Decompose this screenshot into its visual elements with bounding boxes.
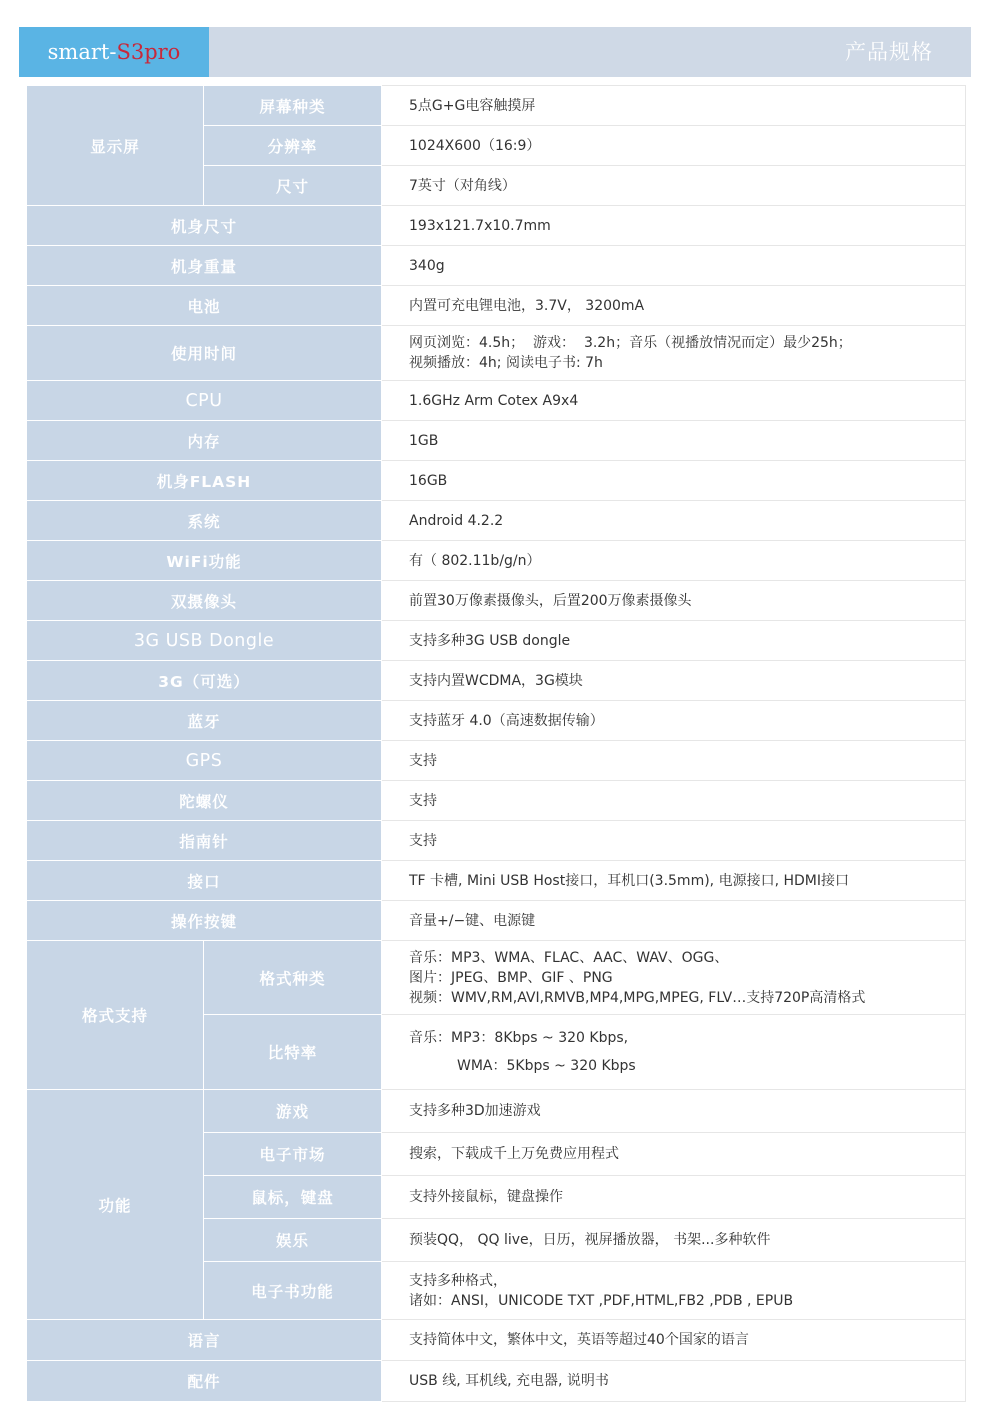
row-value: Android 4.2.2 bbox=[382, 501, 966, 541]
table-row bbox=[27, 941, 966, 1015]
table-row bbox=[27, 86, 966, 126]
table-row bbox=[27, 381, 966, 421]
row-label: 双摄像头 bbox=[27, 581, 382, 621]
group-label-format: 格式支持 bbox=[27, 941, 204, 1090]
row-label: 屏幕种类 bbox=[204, 86, 382, 126]
table-row bbox=[27, 581, 966, 621]
row-value bbox=[382, 1176, 966, 1219]
row-label: 机身FLASH bbox=[27, 461, 382, 501]
value-line: 搜索，下载成千上万免费应用程式 bbox=[409, 1146, 619, 1162]
row-label: 指南针 bbox=[27, 821, 382, 861]
row-value: 16GB bbox=[382, 461, 966, 501]
row-label: 蓝牙 bbox=[27, 701, 382, 741]
value-line: 视频：WMV,RM,AVI,RMVB,MP4,MPG,MPEG, FLV…支持720P高清格式 bbox=[409, 989, 866, 1006]
row-label: 鼠标，键盘 bbox=[204, 1176, 382, 1219]
row-label: 内存 bbox=[27, 421, 382, 461]
row-value: 支持内置WCDMA，3G模块 bbox=[382, 661, 966, 701]
group-label-function: 功能 bbox=[27, 1090, 204, 1320]
row-value: 340g bbox=[382, 246, 966, 286]
table-row bbox=[27, 621, 966, 661]
value-line: 预装QQ， QQ live，日历，视屏播放器， 书架...多种软件 bbox=[409, 1232, 771, 1248]
table-row bbox=[27, 286, 966, 326]
row-label: 陀螺仪 bbox=[27, 781, 382, 821]
model-prefix: smart- bbox=[47, 40, 117, 64]
row-value bbox=[382, 1133, 966, 1176]
row-value: 1.6GHz Arm Cotex A9x4 bbox=[382, 381, 966, 421]
format-types-value bbox=[382, 941, 966, 1015]
row-label: 电池 bbox=[27, 286, 382, 326]
row-label: 系统 bbox=[27, 501, 382, 541]
value-line: 音乐：MP3、WMA、FLAC、AAC、WAV、OGG、 bbox=[409, 949, 729, 966]
model-tab bbox=[19, 27, 209, 77]
row-value: 7英寸（对角线） bbox=[382, 166, 966, 206]
table-row bbox=[27, 701, 966, 741]
row-value: 内置可充电锂电池，3.7V， 3200mA bbox=[382, 286, 966, 326]
table-row bbox=[27, 821, 966, 861]
row-label: 3G（可选） bbox=[27, 661, 382, 701]
table-row bbox=[27, 741, 966, 781]
row-value: 193x121.7x10.7mm bbox=[382, 206, 966, 246]
table-row bbox=[27, 326, 966, 381]
spec-table-body bbox=[27, 86, 966, 1402]
row-value: 支持简体中文，繁体中文，英语等超过40个国家的语言 bbox=[382, 1320, 966, 1361]
row-label: 分辨率 bbox=[204, 126, 382, 166]
row-value: 支持 bbox=[382, 781, 966, 821]
row-label: GPS bbox=[27, 741, 382, 781]
value-line: 图片：JPEG、BMP、GIF 、PNG bbox=[409, 969, 613, 986]
row-value: TF 卡槽, Mini USB Host接口，耳机口(3.5mm), 电源接口, HDMI接口 bbox=[382, 861, 966, 901]
table-row bbox=[27, 541, 966, 581]
row-value bbox=[382, 1219, 966, 1262]
row-label: 电子市场 bbox=[204, 1133, 382, 1176]
row-label: 配件 bbox=[27, 1361, 382, 1402]
row-value: 音量+/−键、电源键 bbox=[382, 901, 966, 941]
row-value: 1GB bbox=[382, 421, 966, 461]
table-row bbox=[27, 1090, 966, 1133]
row-label: 机身尺寸 bbox=[27, 206, 382, 246]
value-line: 音乐：MP3：8Kbps ~ 320 Kbps, bbox=[409, 1030, 629, 1046]
value-line: 支持多种格式， bbox=[409, 1272, 507, 1289]
value-line: 诸如：ANSI，UNICODE TXT ,PDF,HTML,FB2 ,PDB , EPUB bbox=[409, 1292, 794, 1309]
group-label-display: 显示屏 bbox=[27, 86, 204, 206]
value-line: 支持外接鼠标，键盘操作 bbox=[409, 1189, 563, 1205]
row-label: 比特率 bbox=[204, 1015, 382, 1090]
row-value: 有（ 802.11b/g/n） bbox=[382, 541, 966, 581]
row-value: 支持 bbox=[382, 821, 966, 861]
table-row bbox=[27, 861, 966, 901]
table-row bbox=[27, 206, 966, 246]
format-bitrate-value bbox=[382, 1015, 966, 1090]
row-label: 机身重量 bbox=[27, 246, 382, 286]
spec-table bbox=[26, 85, 966, 1402]
row-label: 尺寸 bbox=[204, 166, 382, 206]
row-label: 电子书功能 bbox=[204, 1262, 382, 1320]
table-row bbox=[27, 1320, 966, 1361]
row-label: 格式种类 bbox=[204, 941, 382, 1015]
table-row bbox=[27, 901, 966, 941]
row-label: 操作按键 bbox=[27, 901, 382, 941]
row-value: 5点G+G电容触摸屏 bbox=[382, 86, 966, 126]
row-label: 语言 bbox=[27, 1320, 382, 1361]
table-row bbox=[27, 501, 966, 541]
row-label: WiFi功能 bbox=[27, 541, 382, 581]
row-label: 游戏 bbox=[204, 1090, 382, 1133]
page-title: 产品规格 bbox=[845, 40, 933, 64]
table-row bbox=[27, 781, 966, 821]
row-value: USB 线, 耳机线, 充电器, 说明书 bbox=[382, 1361, 966, 1402]
table-row bbox=[27, 1361, 966, 1402]
value-line: 支持多种3D加速游戏 bbox=[409, 1103, 541, 1119]
row-value: 支持蓝牙 4.0（高速数据传输） bbox=[382, 701, 966, 741]
row-label: 接口 bbox=[27, 861, 382, 901]
row-value bbox=[382, 1090, 966, 1133]
row-label: 娱乐 bbox=[204, 1219, 382, 1262]
row-label: 使用时间 bbox=[27, 326, 382, 381]
table-row bbox=[27, 461, 966, 501]
value-line: 网页浏览：4.5h； 游戏： 3.2h；音乐（视播放情况而定）最少25h； bbox=[409, 335, 852, 351]
header-bar bbox=[19, 27, 971, 77]
row-value: 支持多种3G USB dongle bbox=[382, 621, 966, 661]
value-line: 视频播放：4h; 阅读电子书: 7h bbox=[409, 355, 603, 371]
model-name: S3pro bbox=[116, 40, 181, 64]
table-row bbox=[27, 421, 966, 461]
row-value bbox=[382, 326, 966, 381]
row-value: 支持 bbox=[382, 741, 966, 781]
row-label: 3G USB Dongle bbox=[27, 621, 382, 661]
value-line: WMA：5Kbps ~ 320 Kbps bbox=[457, 1058, 636, 1074]
row-value: 前置30万像素摄像头，后置200万像素摄像头 bbox=[382, 581, 966, 621]
row-value bbox=[382, 1262, 966, 1320]
row-label: CPU bbox=[27, 381, 382, 421]
row-value: 1024X600（16:9） bbox=[382, 126, 966, 166]
table-row bbox=[27, 661, 966, 701]
table-row bbox=[27, 246, 966, 286]
